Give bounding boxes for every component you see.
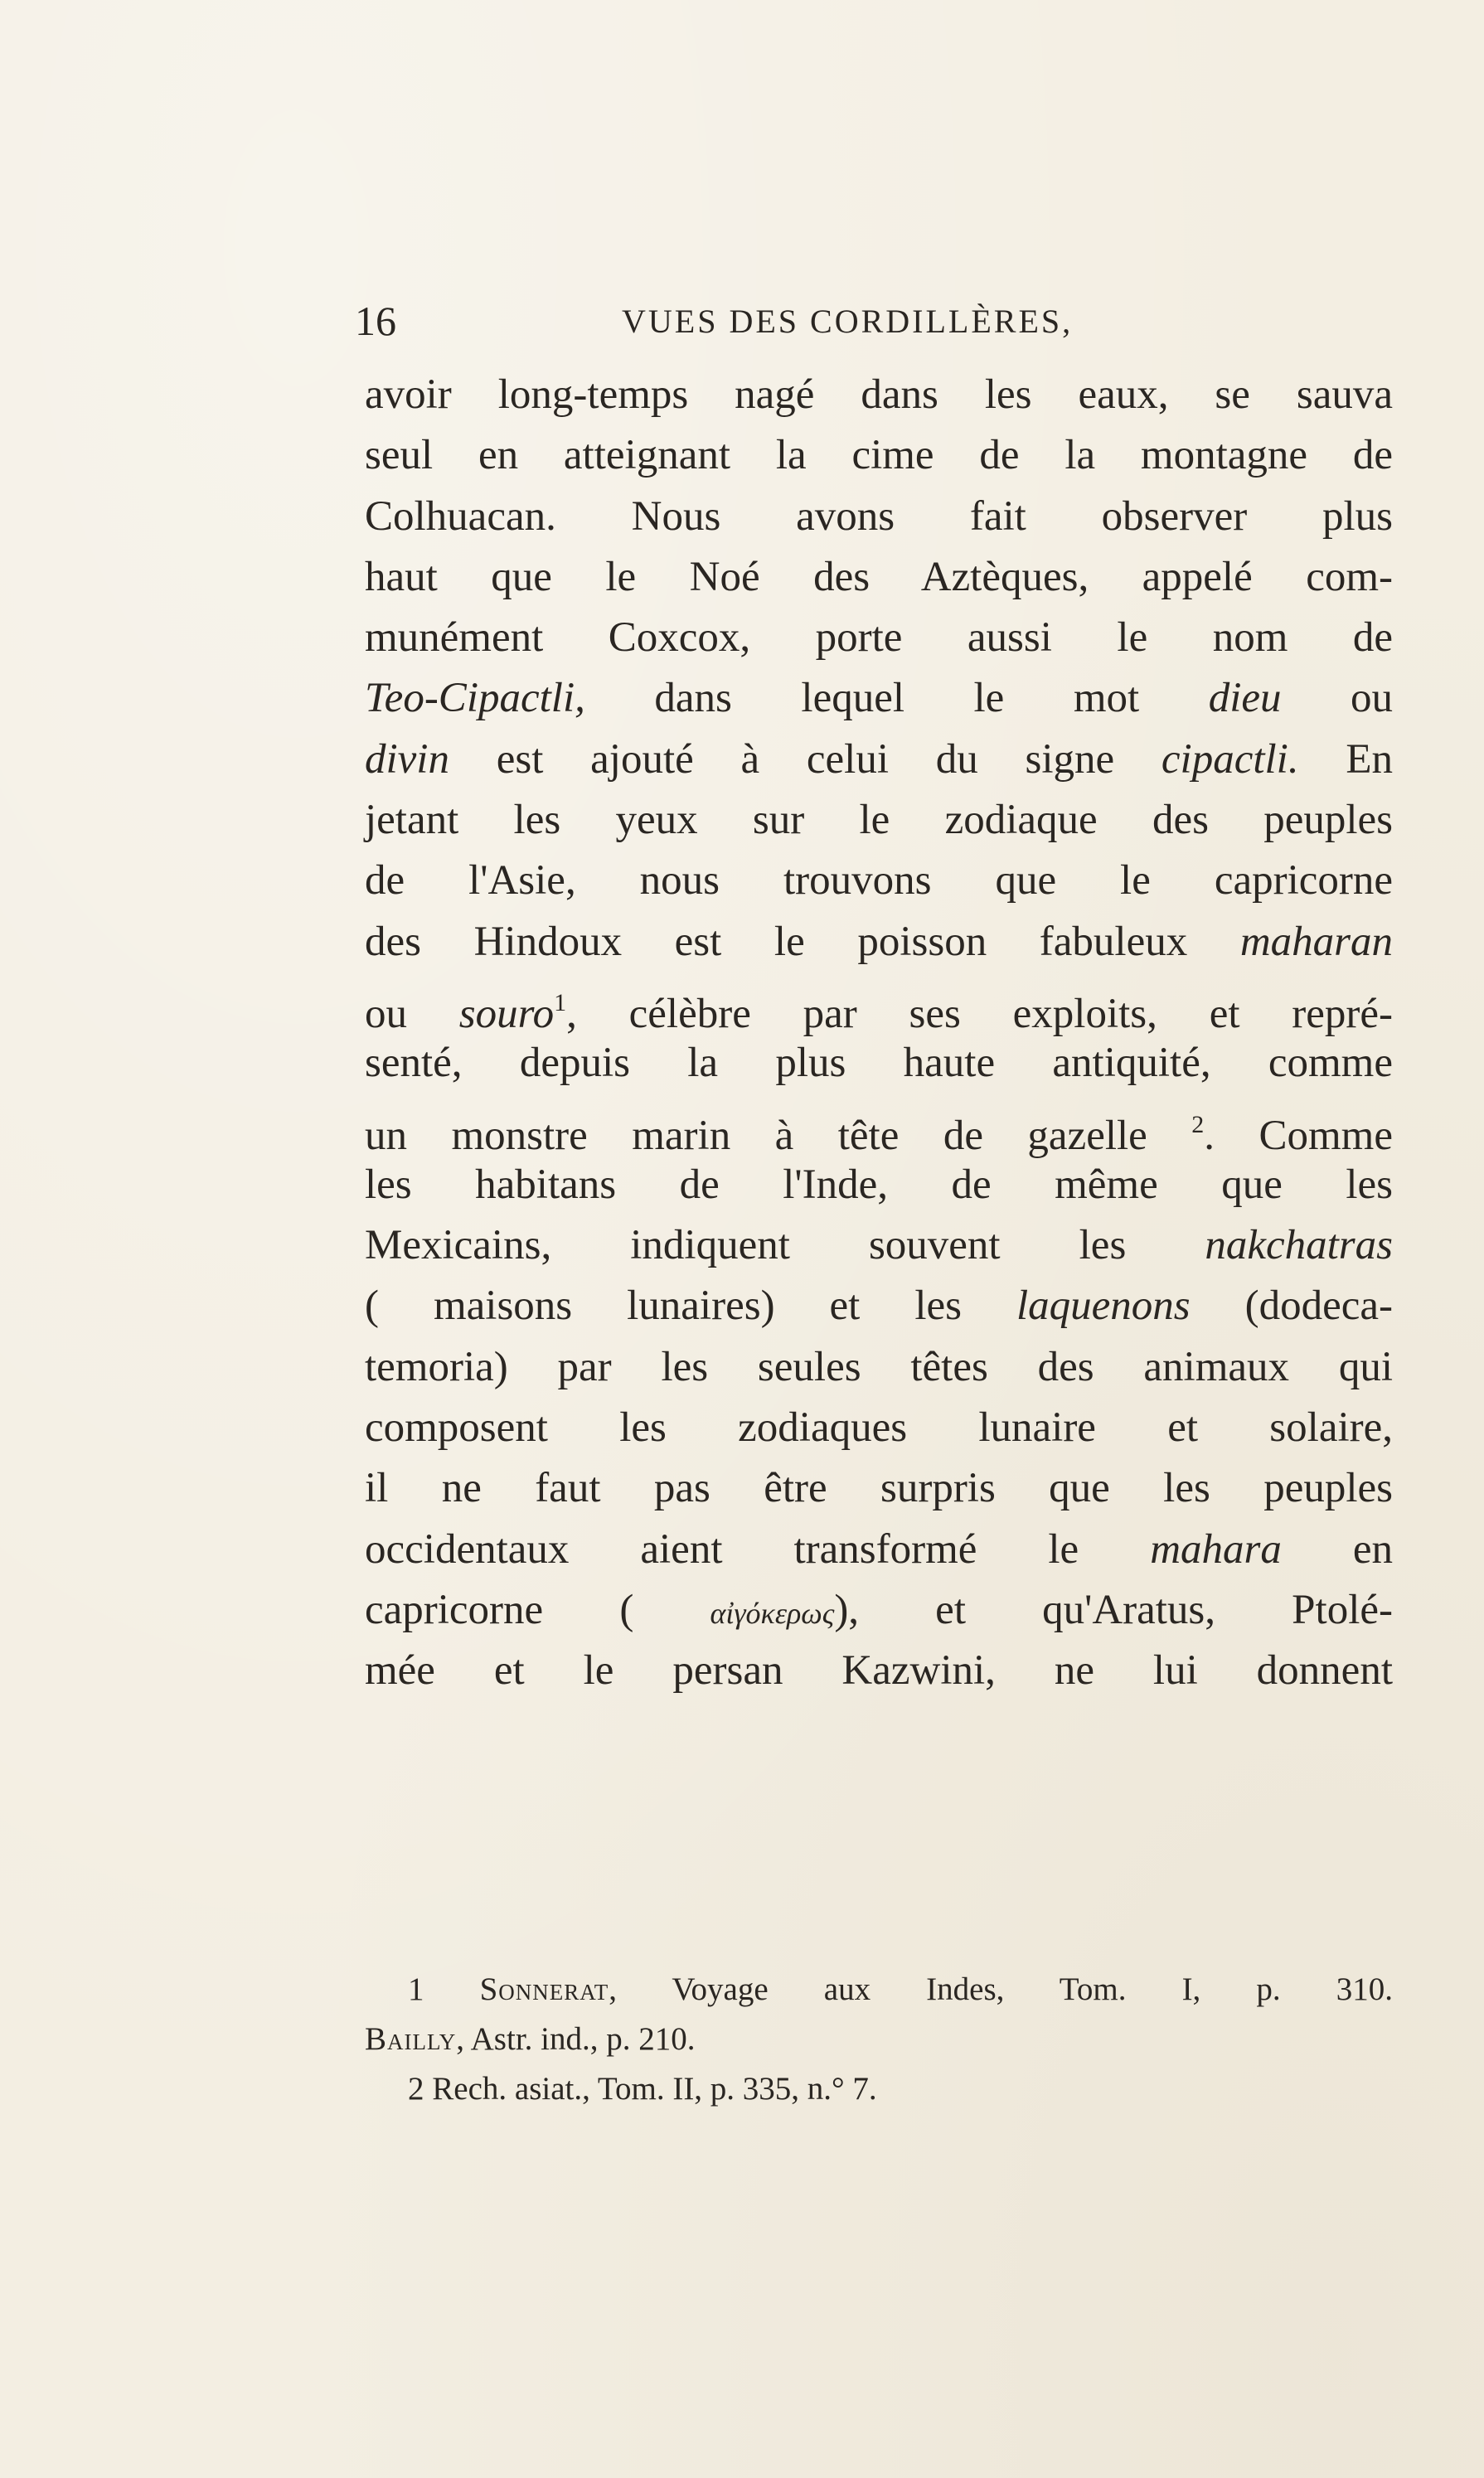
italic-term: laquenons [1016,1283,1191,1330]
greek-word: αἰγόκερως [710,1596,835,1630]
text-line: jetant les yeux sur le zodiaque des peuples [365,797,1393,844]
text-fragment: en [1352,1525,1394,1573]
text-line: mée et le persan Kazwini, ne lui donnent [365,1647,1393,1695]
text-fragment: dans lequel le mot [654,675,1140,722]
footnote-ref: 1 [554,988,567,1016]
body-text [365,365,1393,1702]
footnote-author: Bailly [365,2021,457,2057]
footnote-continued [365,2015,1393,2064]
footnote-text: , Astr. ind., p. 210. [456,2021,696,2057]
text-fragment: ( maisons lunaires) et les [365,1283,962,1330]
text-fragment: En [1346,735,1393,783]
footnote-text: Rech. asiat., Tom. II, p. 335, n.° 7. [432,2071,877,2107]
text-line [365,668,1393,729]
text-fragment: des Hindoux est le poisson fabuleux [365,918,1188,965]
text-line: les habitans de l'Inde, de même que les [365,1161,1393,1208]
text-fragment: (dodeca- [1244,1283,1393,1330]
italic-term: nakchatras [1205,1222,1393,1269]
italic-term: maharan [1239,918,1394,965]
page-number: 16 [355,298,396,344]
text-line: Colhuacan. Nous avons fait observer plus [365,492,1393,540]
footnote-text: , Voyage aux Indes, Tom. I, p. 310. [609,1971,1393,2007]
text-fragment: ou [365,990,407,1037]
footnote-ref: 2 [1191,1110,1205,1138]
italic-term: divin [365,735,449,783]
text-line [365,1276,1393,1336]
footnote [365,1965,1393,2015]
italic-term: Teo-Cipactli, [365,675,585,722]
text-line [365,1580,1393,1641]
text-line: il ne faut pas être surpris que les peuples [365,1465,1393,1512]
text-line: haut que le Noé des Aztèques, appelé com- [365,553,1393,600]
text-line: de l'Asie, nous trouvons que le capricorne [365,857,1393,904]
footnotes [365,1965,1393,2114]
text-line [365,912,1393,972]
text-line: avoir long-temps nagé dans les eaux, se sauva [365,371,1393,418]
footnote-mark: 2 [408,2071,424,2107]
footnote-mark: 1 [408,1971,424,2007]
text-fragment: . Comme [1204,1112,1393,1159]
text-line: senté, depuis la plus haute antiquité, comme [365,1040,1393,1087]
text-line: composent les zodiaques lunaire et solaire, [365,1404,1393,1452]
text-line [365,1520,1393,1580]
text-line [365,972,1394,1037]
text-line: temoria) par les seules têtes des animaux qui [365,1343,1393,1390]
text-fragment: occidentaux aient transformé le [365,1525,1079,1573]
text-fragment: capricorne ( [365,1586,634,1633]
text-fragment: ), et qu'Aratus, Ptolé- [834,1586,1393,1633]
page-header [355,292,1399,350]
italic-term: cipactli. [1161,735,1299,783]
text-fragment: Mexicains, indiquent souvent les [365,1222,1127,1269]
text-line [365,730,1393,790]
text-line: seul en atteignant la cime de la montagne de [365,432,1393,479]
text-fragment: est ajouté à celui du signe [496,735,1115,783]
footnote [365,2064,1393,2114]
italic-term: souro [458,990,555,1037]
italic-term: mahara [1150,1525,1282,1573]
text-line: munément Coxcox, porte aussi le nom de [365,614,1393,662]
text-fragment: ou [1351,675,1394,722]
text-fragment: un monstre marin à tête de gazelle [365,1112,1147,1159]
italic-term: dieu [1208,675,1282,722]
running-head: VUES DES CORDILLÈRES, [622,303,1074,340]
text-fragment: , célèbre par ses exploits, et repré- [566,990,1394,1037]
text-line [365,1094,1393,1159]
footnote-author: Sonnerat [479,1971,609,2007]
text-line [365,1215,1393,1276]
